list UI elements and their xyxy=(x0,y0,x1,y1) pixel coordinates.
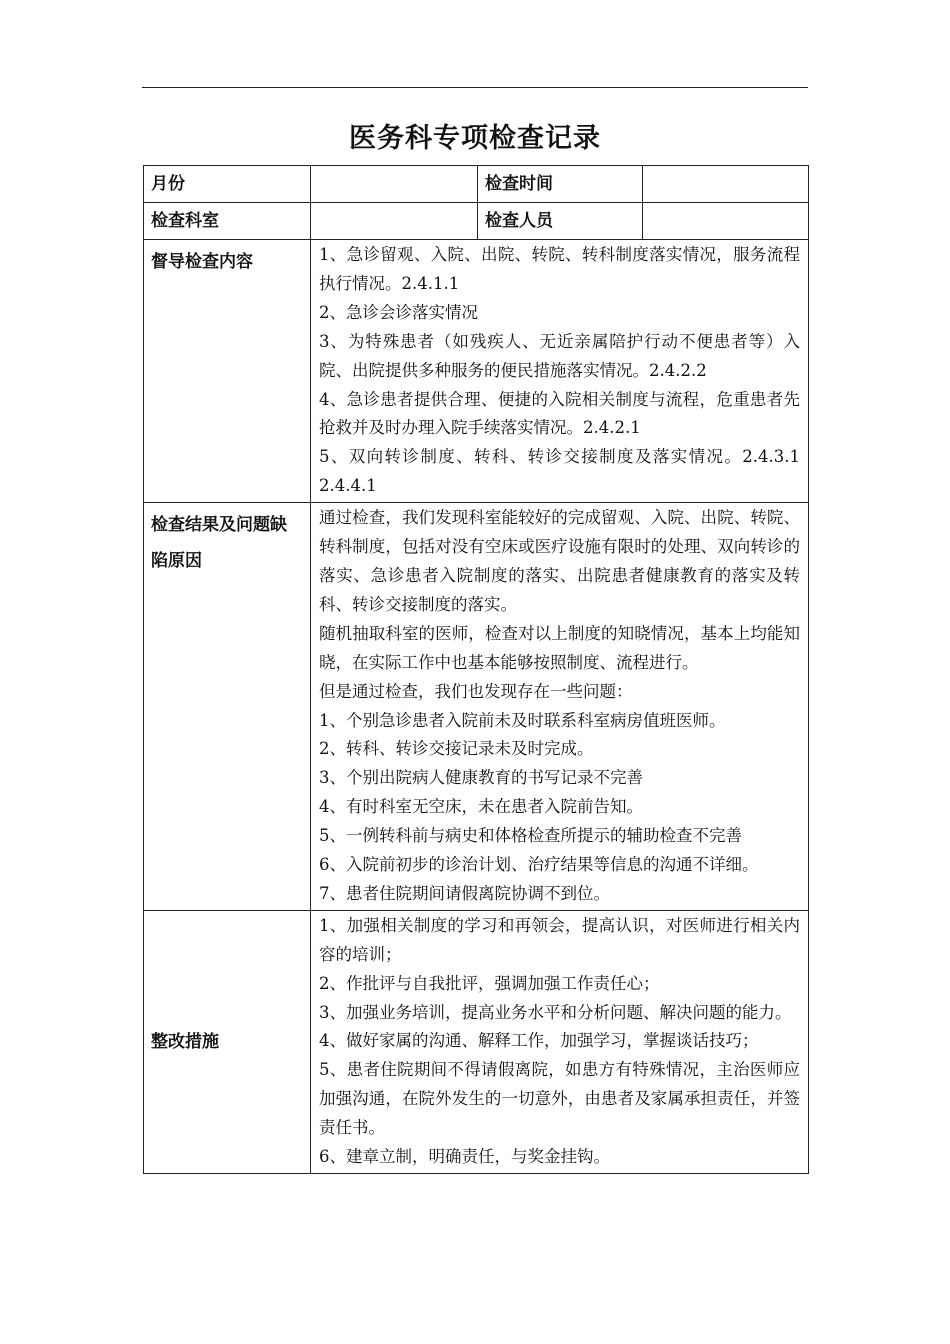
measures-line: 1、加强相关制度的学习和再领会，提高认识，对医师进行相关内容的培训； xyxy=(319,915,800,964)
content-line: 3、为特殊患者（如残疾人、无近亲属陪护行动不便患者等）入院、出院提供多种服务的便民措施落实情况。2.4.2.2 xyxy=(319,331,800,380)
results-line: 3、个别出院病人健康教育的书写记录不完善 xyxy=(319,768,643,788)
row-month xyxy=(144,166,809,203)
row-content xyxy=(144,240,809,503)
check-time-value xyxy=(643,166,809,203)
results-line: 2、转科、转诊交接记录未及时完成。 xyxy=(319,739,594,759)
month-value xyxy=(311,166,478,203)
inspection-record-table xyxy=(143,165,809,1174)
results-text xyxy=(311,503,809,911)
results-line: 4、有时科室无空床，未在患者入院前告知。 xyxy=(319,797,643,817)
measures-text xyxy=(311,910,809,1173)
row-measures xyxy=(144,910,809,1173)
results-line: 但是通过检查，我们也发现存在一些问题： xyxy=(319,681,633,701)
month-label: 月份 xyxy=(144,166,311,203)
measures-label: 整改措施 xyxy=(144,910,311,1173)
content-line: 4、急诊患者提供合理、便捷的入院相关制度与流程，危重患者先抢救并及时办理入院手续落实情况。2.4.2.1 xyxy=(319,389,800,438)
results-line: 随机抽取科室的医师，检查对以上制度的知晓情况，基本上均能知晓，在实际工作中也基本能够按照制度、流程进行。 xyxy=(319,623,800,672)
content-line: 2、急诊会诊落实情况 xyxy=(319,302,478,322)
department-label: 检查科室 xyxy=(144,203,311,240)
results-line: 7、患者住院期间请假离院协调不到位。 xyxy=(319,883,610,903)
page-title: 医务科专项检查记录 xyxy=(349,123,601,154)
measures-line: 5、患者住院期间不得请假离院，如患方有特殊情况，主治医师应加强沟通，在院外发生的一切意外，由患者及家属承担责任，并签责任书。 xyxy=(319,1060,800,1138)
content-text xyxy=(311,240,809,503)
content-line: 1、急诊留观、入院、出院、转院、转科制度落实情况，服务流程执行情况。2.4.1.1 xyxy=(319,245,800,293)
measures-line: 2、作批评与自我批评，强调加强工作责任心； xyxy=(319,973,660,993)
measures-line: 3、加强业务培训，提高业务水平和分析问题、解决问题的能力。 xyxy=(319,1002,792,1022)
measures-line: 6、建章立制，明确责任，与奖金挂钩。 xyxy=(319,1147,610,1167)
check-time-label: 检查时间 xyxy=(478,166,643,203)
results-line: 1、个别急诊患者入院前未及时联系科室病房值班医师。 xyxy=(319,710,726,730)
inspector-value xyxy=(643,203,809,240)
row-department xyxy=(144,203,809,240)
results-line: 通过检查，我们发现科室能较好的完成留观、入院、出院、转院、转科制度，包括对没有空床或医疗设施有限时的处理、双向转诊的落实、急诊患者入院制度的落实、出院患者健康教育的落实及转科、转诊交接制度的落实。 xyxy=(319,508,800,614)
results-label: 检查结果及问题缺陷原因 xyxy=(144,503,311,911)
content-label: 督导检查内容 xyxy=(144,240,311,503)
department-value xyxy=(311,203,478,240)
measures-line: 4、做好家属的沟通、解释工作，加强学习，掌握谈话技巧； xyxy=(319,1031,759,1051)
inspector-label: 检查人员 xyxy=(478,203,643,240)
header-rule xyxy=(142,87,808,88)
results-line: 6、入院前初步的诊治计划、治疗结果等信息的沟通不详细。 xyxy=(319,855,759,875)
content-line: 5、双向转诊制度、转科、转诊交接制度及落实情况。2.4.3.1 2.4.4.1 xyxy=(319,447,800,496)
results-line: 5、一例转科前与病史和体格检查所提示的辅助检查不完善 xyxy=(319,826,742,846)
row-results xyxy=(144,503,809,911)
